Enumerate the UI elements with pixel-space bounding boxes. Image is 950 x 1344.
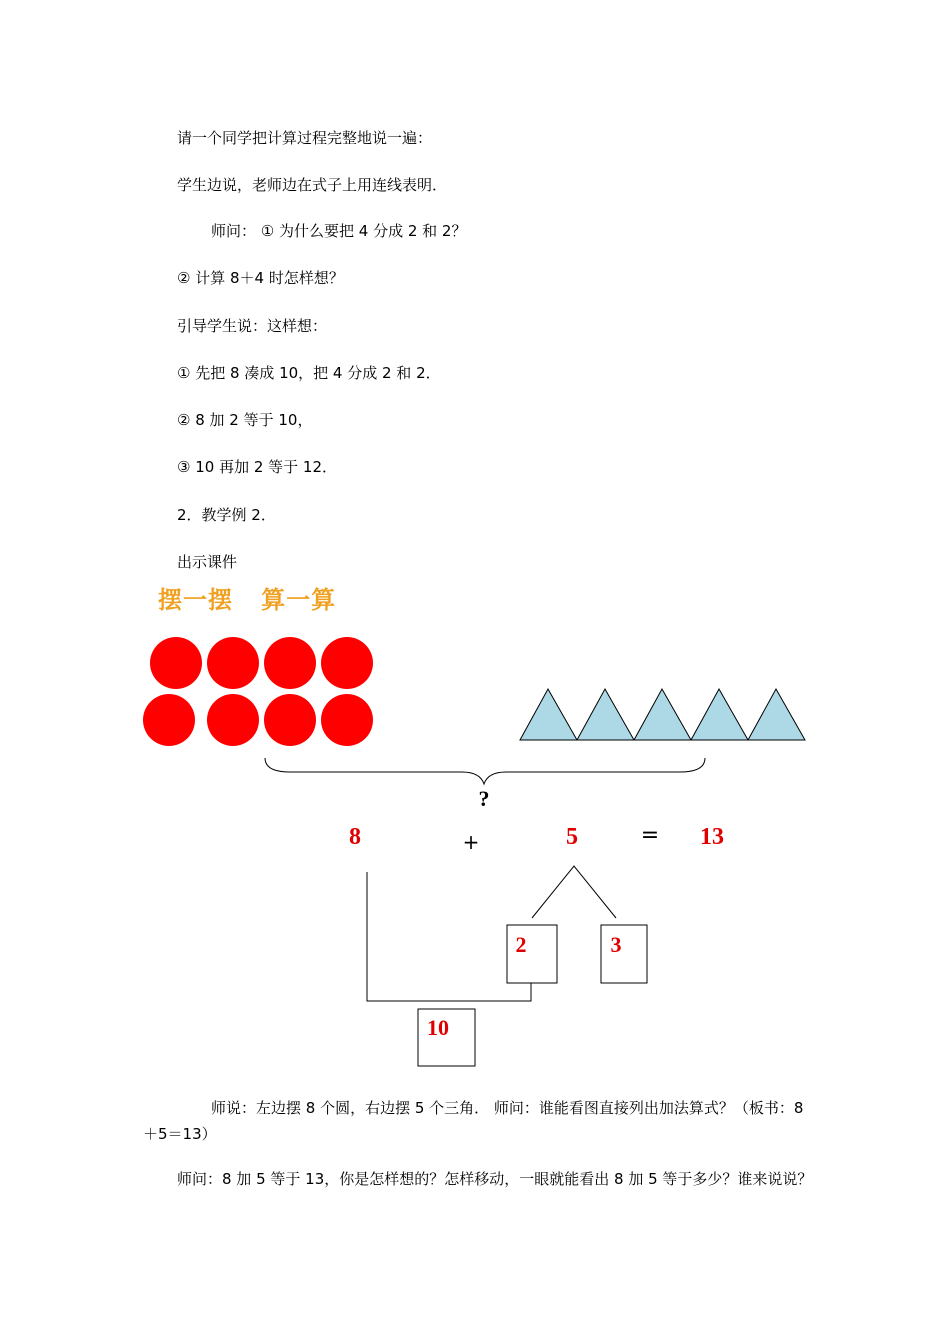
equals-sign: =	[640, 823, 660, 848]
circle	[264, 637, 316, 689]
circle	[207, 637, 259, 689]
circle	[150, 637, 202, 689]
split-right-number: 3	[610, 932, 622, 957]
sum-result: 13	[700, 824, 724, 850]
triangle-group	[520, 689, 805, 740]
box-three	[601, 925, 647, 983]
triangle	[691, 689, 748, 740]
triangle	[634, 689, 691, 740]
paragraph-teacher-asks: 师问：8 加 5 等于 13，你是怎样想的？怎样移动，一眼就能看出 8 加 5 等于多少？谁来说说？	[177, 1170, 813, 1188]
text-line-2: 学生边说，老师边在式子上用连线表明．	[177, 176, 448, 194]
split-lines	[532, 866, 616, 918]
paragraph-teacher-says: 师说：左边摆 8 个圆，右边摆 5 个三角． 师问：谁能看图直接列出加法算式？（板书：8＋5＝13）	[143, 1099, 804, 1143]
text-line-10: 出示课件	[177, 553, 238, 571]
courseware-heading: 摆一摆 算一算	[158, 585, 337, 614]
circle	[207, 694, 259, 746]
text-line-6: ① 先把 8 凑成 10，把 4 分成 2 和 2．	[177, 364, 441, 382]
circle	[321, 637, 373, 689]
curly-brace	[265, 758, 705, 784]
split-left-number: 2	[515, 932, 527, 957]
circle	[264, 694, 316, 746]
question-mark: ?	[478, 786, 490, 811]
triangle	[748, 689, 805, 740]
text-line-3: 师问： ① 为什么要把 4 分成 2 和 2？	[211, 222, 467, 240]
text-line-5: 引导学生说：这样想：	[177, 317, 328, 335]
make-ten-connector	[367, 872, 531, 1001]
addend-b: 5	[566, 824, 578, 850]
text-line-7: ② 8 加 2 等于 10，	[177, 411, 313, 429]
ten-number: 10	[427, 1015, 449, 1040]
circle	[143, 694, 195, 746]
triangle	[520, 689, 577, 740]
addend-a: 8	[349, 824, 361, 850]
circle	[321, 694, 373, 746]
box-two	[507, 925, 557, 983]
text-line-4: ② 计算 8＋4 时怎样想？	[177, 269, 344, 287]
text-line-1: 请一个同学把计算过程完整地说一遍：	[177, 129, 433, 147]
text-line-9: 2．教学例 2．	[177, 506, 276, 524]
text-line-8: ③ 10 再加 2 等于 12．	[177, 458, 338, 476]
plus-sign: +	[462, 830, 480, 854]
triangle	[577, 689, 634, 740]
circle-group	[143, 637, 373, 746]
